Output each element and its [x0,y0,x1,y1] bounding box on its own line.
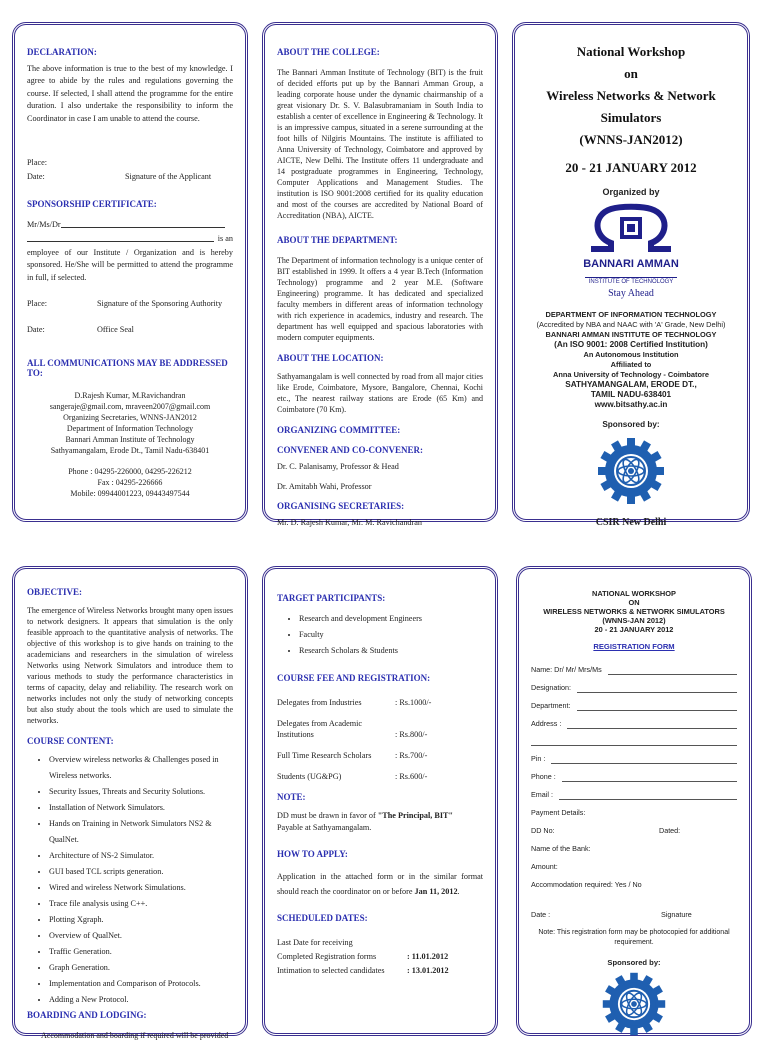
form-sponsored-by: Sponsored by: [607,958,661,967]
payment-label: Payment Details: [531,808,586,817]
location-heading: ABOUT THE LOCATION: [277,353,384,363]
boarding-text: Accommodation and boarding if required will be provided [41,1031,229,1040]
amount-label: Amount: [531,862,558,871]
objective-text: The emergence of Wireless Networks brought many open issues to network designers. It appears that simulation is the only feasible approach to the quantitative analysis of networks. The objective of this workshop is to give hands on training to the academicians and researchers in the simulation of wireless Networks using Network Simulators and introduce them to various methods to study the performance characteristics in terms of capacity, delay and reliability. The research work on networks includes not only the study of networking concepts but also study about the tools which are used to simulate the networks. [27,606,233,725]
department-text: The Department of information technology is a unique center of BIT established in 1999. It offers a 4 year B.Tech (Information Technology) programme and 2 year M.E. (Software Engineering) programme. It has dedicated and specialized faculty members in different areas of information technology with rich experience in academics, industry and research. The department has well equipped and spacious laboratories with modern computer equipments. [277,256,483,342]
photocopy-note: Note: This registration form may be photocopied for additional requirement. [538,929,730,946]
fee-row: Delegates from Industries : Rs.1000/- [277,698,432,707]
location-text: Sathyamangalam is well connected by road from all major cities like Erode, Coimbatore, Mysore, Bangalore, Chennai, Kochi etc., The nearest railway stations are Erode (65 Km) and Coimbatore (70 Km). [277,372,483,414]
mr-ms-dr-row: Mr/Ms/Dr [27,219,233,231]
institute-name: BANNARI AMMAN INSTITUTE OF TECHNOLOGY [545,330,717,339]
iso-cert: (An ISO 9001: 2008 Certified Institution) [554,340,708,349]
secretaries-heading: ORGANISING SECRETARIES: [277,501,405,511]
convener-heading: CONVENER AND CO-CONVENER: [277,445,424,455]
email-label: Email : [531,790,553,799]
name-field[interactable] [608,666,737,675]
fee-row: Delegates from Academic Institutions : Rs.800/- [277,719,428,739]
list-item: • Faculty [299,627,483,643]
list-item: • Implementation and Comparison of Protocols. [49,976,233,992]
department-field[interactable] [577,702,737,711]
csir-logo-icon [527,434,735,513]
list-item: • Plotting Xgraph. [49,912,233,928]
name-label: Name: Dr/ Mr/ Mrs/Ms [531,665,602,674]
address-line-2: TAMIL NADU-638401 [590,390,672,399]
website-link[interactable]: www.bitsathy.ac.in [594,400,668,409]
college-text: The Bannari Amman Institute of Technology (BIT) is the fruit of decided efforts put up by the Bannari Amman Group, a leading corporate house under the dynamic chairmanship of a great visionary Dr. S. V. Balasubramaniam in South India to establish a center of excellence in Engineering & Technology. It is an impressive campus, situated in a serene surrounding at the foot hills of Nilgiris Mountains. The institute is affiliated to Anna University of Technology, Coimbatore and approved by AICTE, New Delhi. The Institute offers 11 undergraduate and 14 postgraduate programmes in Engineering, Technology, Computer Applications and Management Studies. The institution is ISO 9001:2008 certified for its quality education and most of the courses are accredited by National Board of Accreditation (NBA), AICTE. [277,68,483,220]
completed-row: Completed Registration forms : 11.01.2012 [277,951,449,961]
signature-applicant: Signature of the Applicant [125,172,212,182]
convener-2: Dr. Amitabh Wahi, Professor [277,482,372,491]
dated-label: Dated: [659,826,681,835]
date-label: Date : [531,910,551,919]
csir-logo-small-icon [531,969,737,1044]
sponsorship-text: employee of our Institute / Organization and is hereby sponsored. He/She will be permitted to attend the programme in full, if selected. [27,248,233,282]
list-item: • Traffic Generation. [49,944,233,960]
dd-no-label: DD No: [531,826,555,835]
content-list [27,752,233,1008]
list-item: • GUI based TCL scripts generation. [49,864,233,880]
signature-label: Signature [661,910,692,919]
sponsor-place-row: Place: Signature of the Sponsoring Authority [27,299,223,309]
scheduled-heading: SCHEDULED DATES: [277,912,368,923]
designation-field[interactable] [577,684,737,693]
cover-title: National Workshop on Wireless Networks & Network Simulators (WNNS-JAN2012) [546,44,716,147]
pin-label: Pin : [531,754,546,763]
contact-block: D.Rajesh Kumar, M.Ravichandran sangeraje@gmail.com, mraveen2007@gmail.com Organizing Secretaries, WNNS-JAN2012 Department of Information Technology Bannari Amman Institute of Technology Sathyamangalam, Erode Dt., Tamil Nadu-638401 Phone : 04295-226000, 04295-226212 Fax : 04295-226666 Mobile: 09944001223, 09443497544 [49,391,211,499]
convener-1: Dr. C. Palanisamy, Professor & Head [277,462,399,471]
phone-label: Phone : [531,772,556,781]
university: Anna University of Technology - Coimbatore [553,370,709,379]
target-heading: TARGET PARTICIPANTS: [277,593,386,603]
objective-panel [12,566,248,1040]
content-heading: COURSE CONTENT: [27,736,114,746]
sponsorship-heading: SPONSORSHIP CERTIFICATE: [27,199,157,210]
accommodation-label[interactable]: Accommodation required: Yes / No [531,880,642,889]
last-date: Last Date for receiving [277,937,353,947]
form-header: NATIONAL WORKSHOP ON WIRELESS NETWORKS & NETWORK SIMULATORS (WNNS-JAN 2012) 20 - 21 JANUARY 2012 [543,589,725,634]
communications-heading: ALL COMMUNICATIONS MAY BE ADDRESSED TO: [27,358,228,379]
list-item: • Overview of QualNet. [49,928,233,944]
committee-heading: ORGANIZING COMMITTEE: [277,425,401,435]
registration-info-panel [262,566,498,1036]
cover-dates: 20 - 21 JANUARY 2012 [565,160,697,175]
objective-heading: OBJECTIVE: [27,587,83,597]
affiliated: Affiliated to [610,360,652,369]
intimation-row: Intimation to selected candidates : 13.01.2012 [277,965,449,975]
is-an-row: is an [27,233,233,245]
college-heading: ABOUT THE COLLEGE: [277,47,380,57]
sponsor-date-row: Date: Office Seal [27,325,134,335]
boarding-heading: BOARDING AND LODGING: [27,1010,147,1020]
list-item: • Wired and wireless Network Simulations. [49,880,233,896]
address-line-1: SATHYAMANGALAM, ERODE DT., [565,380,697,389]
department-heading: ABOUT THE DEPARTMENT: [277,235,398,245]
target-list [277,611,483,659]
omega-logo-icon [576,203,686,253]
list-item: • Security Issues, Threats and Security Solutions. [49,784,233,800]
address-field[interactable] [567,720,737,729]
list-item: • Research and development Engineers [299,611,483,627]
address-label: Address : [531,719,562,728]
bank-label: Name of the Bank: [531,844,591,853]
accreditation: (Accredited by NBA and NAAC with 'A' Grade, New Delhi) [536,320,726,329]
list-item: • Graph Generation. [49,960,233,976]
list-item: • Installation of Network Simulators. [49,800,233,816]
sponsored-by: Sponsored by: [602,420,660,429]
registration-form-panel [516,566,752,1036]
list-item: • Hands on Training in Network Simulators NS2 & QualNet. [49,816,233,848]
organized-by: Organized by [602,187,660,197]
list-item: • Research Scholars & Students [299,643,483,659]
fee-heading: COURSE FEE AND REGISTRATION: [277,673,431,683]
note-text: DD must be drawn in favor of "The Principal, BIT" Payable at Sathyamangalam. [277,811,454,833]
note-heading: NOTE: [277,792,306,802]
apply-text: Application in the attached form or in the similar format should reach the coordinator on or before Jan 11, 2012. [277,871,483,896]
list-item: • Adding a New Protocol. [49,992,233,1008]
college-logo: BANNARI AMMAN INSTITUTE OF TECHNOLOGY Stay Ahead [527,203,735,300]
registration-form-title: REGISTRATION FORM [593,642,675,651]
about-panel [262,22,498,527]
secretaries: Mr. D. Rajesh Kumar, Mr. M. Ravichandran [277,518,422,527]
date-row: Date: Signature of the Applicant [27,172,212,182]
address-field-2[interactable] [531,737,737,746]
designation-label: Designation: [531,683,571,692]
apply-heading: HOW TO APPLY: [277,848,348,859]
email-field[interactable] [559,791,737,800]
department-label: Department: [531,701,571,710]
autonomous: An Autonomous Institution [583,350,679,359]
fee-row: Full Time Research Scholars : Rs.700/- [277,751,428,760]
pin-field[interactable] [551,755,737,764]
cover-panel [512,22,750,528]
declaration-text: The above information is true to the best of my knowledge. I agree to abide by the rules and regulations governing the course. If selected, I shall attend the programme for the entire duration. I also undertake the responsibility to inform the Coordinator in case I am unable to attend the course. [27,64,233,123]
declaration-heading: DECLARATION: [27,47,97,57]
dept-name: DEPARTMENT OF INFORMATION TECHNOLOGY [545,310,717,319]
list-item: • Trace file analysis using C++. [49,896,233,912]
fee-row: Students (UG&PG) : Rs.600/- [277,772,428,781]
list-item: • Architecture of NS-2 Simulator. [49,848,233,864]
phone-field[interactable] [562,773,737,782]
place-row: Place: [27,158,48,168]
sponsor-name: CSIR New Delhi [595,517,667,528]
declaration-panel [12,22,248,522]
list-item: • Overview wireless networks & Challenges posed in Wireless networks. [49,752,233,784]
